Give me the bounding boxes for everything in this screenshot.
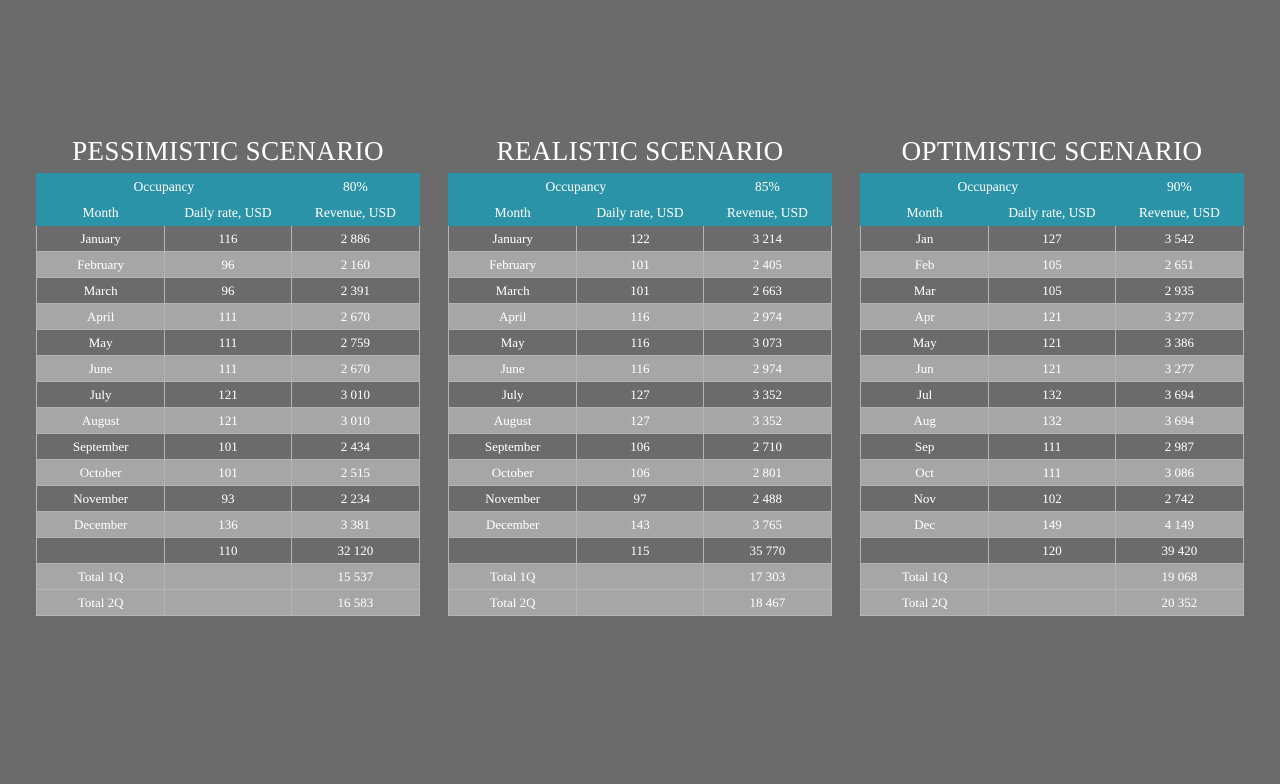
cell-rate: 122 (577, 226, 703, 252)
cell-rate: 149 (989, 512, 1115, 538)
table-row (37, 408, 420, 434)
cell-revenue: 2 234 (291, 486, 419, 512)
cell-rate: 115 (577, 538, 703, 564)
cell-rate (165, 564, 291, 590)
cell-revenue: 2 160 (291, 252, 419, 278)
cell-revenue: 2 434 (291, 434, 419, 460)
table-row (37, 512, 420, 538)
scenario-table-wrapper (448, 173, 832, 616)
header-month: Month (449, 200, 577, 226)
cell-revenue: 39 420 (1115, 538, 1243, 564)
cell-rate: 120 (989, 538, 1115, 564)
cell-revenue: 2 670 (291, 356, 419, 382)
scenario-table-wrapper (860, 173, 1244, 616)
cell-month: Apr (861, 304, 989, 330)
header-revenue: Revenue, USD (291, 200, 419, 226)
header-month: Month (861, 200, 989, 226)
table-body (861, 174, 1244, 616)
table-row (37, 356, 420, 382)
cell-rate (165, 590, 291, 616)
cell-revenue: 2 405 (703, 252, 831, 278)
cell-revenue: 16 583 (291, 590, 419, 616)
cell-rate: 143 (577, 512, 703, 538)
cell-month: Total 1Q (449, 564, 577, 590)
cell-revenue: 3 765 (703, 512, 831, 538)
cell-month: September (37, 434, 165, 460)
cell-rate: 111 (989, 434, 1115, 460)
table-row (37, 330, 420, 356)
table-row-total-2q (37, 590, 420, 616)
cell-revenue: 19 068 (1115, 564, 1243, 590)
cell-month: Aug (861, 408, 989, 434)
table-row-total-2q (861, 590, 1244, 616)
header-daily-rate: Daily rate, USD (577, 200, 703, 226)
scenario-table-wrapper (36, 173, 420, 616)
cell-revenue: 2 488 (703, 486, 831, 512)
occupancy-row (449, 174, 832, 200)
scenario-title: REALISTIC SCENARIO (496, 136, 784, 166)
table-row-total-1q (861, 564, 1244, 590)
table-row (37, 434, 420, 460)
table-row (861, 382, 1244, 408)
cell-revenue: 2 710 (703, 434, 831, 460)
cell-revenue: 3 352 (703, 382, 831, 408)
cell-month: January (449, 226, 577, 252)
scenario-table (448, 173, 832, 616)
table-row (861, 304, 1244, 330)
cell-rate: 111 (165, 304, 291, 330)
cell-revenue: 32 120 (291, 538, 419, 564)
cell-rate: 121 (165, 382, 291, 408)
cell-rate: 132 (989, 382, 1115, 408)
cell-rate: 121 (989, 304, 1115, 330)
table-row (37, 460, 420, 486)
cell-month: June (37, 356, 165, 382)
table-row (861, 356, 1244, 382)
cell-rate: 102 (989, 486, 1115, 512)
cell-month: July (449, 382, 577, 408)
cell-month: March (37, 278, 165, 304)
cell-rate: 111 (989, 460, 1115, 486)
cell-month (861, 538, 989, 564)
scenario-column-pessimistic (36, 0, 420, 616)
cell-rate: 127 (989, 226, 1115, 252)
table-row (861, 226, 1244, 252)
cell-month: October (449, 460, 577, 486)
cell-revenue: 4 149 (1115, 512, 1243, 538)
cell-revenue: 20 352 (1115, 590, 1243, 616)
cell-revenue: 2 651 (1115, 252, 1243, 278)
cell-rate: 121 (165, 408, 291, 434)
cell-rate (989, 564, 1115, 590)
cell-revenue: 2 974 (703, 356, 831, 382)
cell-revenue: 3 086 (1115, 460, 1243, 486)
cell-rate: 101 (577, 278, 703, 304)
table-row (449, 434, 832, 460)
table-row-total-year (861, 538, 1244, 564)
cell-month: Total 1Q (861, 564, 989, 590)
occupancy-value: 85% (703, 174, 831, 200)
cell-revenue: 2 391 (291, 278, 419, 304)
header-daily-rate: Daily rate, USD (989, 200, 1115, 226)
cell-revenue: 3 073 (703, 330, 831, 356)
cell-rate: 110 (165, 538, 291, 564)
cell-rate: 136 (165, 512, 291, 538)
header-month: Month (37, 200, 165, 226)
occupancy-label: Occupancy (861, 174, 1116, 200)
cell-rate (989, 590, 1115, 616)
header-row (449, 200, 832, 226)
cell-month: Mar (861, 278, 989, 304)
table-row (449, 356, 832, 382)
cell-revenue: 3 277 (1115, 304, 1243, 330)
cell-revenue: 2 515 (291, 460, 419, 486)
table-row (37, 226, 420, 252)
cell-rate: 97 (577, 486, 703, 512)
cell-month: August (37, 408, 165, 434)
cell-revenue: 18 467 (703, 590, 831, 616)
cell-rate: 96 (165, 252, 291, 278)
header-daily-rate: Daily rate, USD (165, 200, 291, 226)
table-row-total-2q (449, 590, 832, 616)
table-row-total-1q (449, 564, 832, 590)
table-row (861, 252, 1244, 278)
cell-revenue: 3 277 (1115, 356, 1243, 382)
table-row (449, 408, 832, 434)
scenario-table (36, 173, 420, 616)
table-row (449, 382, 832, 408)
cell-rate: 93 (165, 486, 291, 512)
table-row (861, 460, 1244, 486)
cell-month: November (449, 486, 577, 512)
header-row (37, 200, 420, 226)
header-row (861, 200, 1244, 226)
cell-month: Dec (861, 512, 989, 538)
cell-rate: 116 (577, 356, 703, 382)
cell-month: May (449, 330, 577, 356)
header-revenue: Revenue, USD (703, 200, 831, 226)
cell-rate: 105 (989, 278, 1115, 304)
cell-revenue: 17 303 (703, 564, 831, 590)
cell-rate: 101 (165, 460, 291, 486)
cell-rate: 116 (577, 330, 703, 356)
table-row (449, 304, 832, 330)
occupancy-row (861, 174, 1244, 200)
cell-month: Total 2Q (37, 590, 165, 616)
cell-rate: 106 (577, 460, 703, 486)
cell-rate: 96 (165, 278, 291, 304)
table-row (861, 330, 1244, 356)
cell-month: May (861, 330, 989, 356)
table-row (449, 226, 832, 252)
cell-revenue: 2 886 (291, 226, 419, 252)
cell-month: April (37, 304, 165, 330)
cell-revenue: 2 663 (703, 278, 831, 304)
cell-month: October (37, 460, 165, 486)
occupancy-value: 90% (1115, 174, 1243, 200)
header-revenue: Revenue, USD (1115, 200, 1243, 226)
cell-month: Total 1Q (37, 564, 165, 590)
cell-revenue: 2 801 (703, 460, 831, 486)
table-body (37, 174, 420, 616)
cell-rate (577, 590, 703, 616)
table-row (449, 330, 832, 356)
cell-rate: 121 (989, 330, 1115, 356)
cell-month: Total 2Q (861, 590, 989, 616)
cell-month: Oct (861, 460, 989, 486)
cell-revenue: 3 386 (1115, 330, 1243, 356)
cell-month (449, 538, 577, 564)
cell-month: Feb (861, 252, 989, 278)
cell-revenue: 3 010 (291, 408, 419, 434)
table-row (37, 304, 420, 330)
table-row-total-year (449, 538, 832, 564)
cell-month: December (37, 512, 165, 538)
cell-rate (577, 564, 703, 590)
table-row (37, 278, 420, 304)
cell-rate: 105 (989, 252, 1115, 278)
cell-rate: 101 (165, 434, 291, 460)
table-row (861, 278, 1244, 304)
cell-rate: 127 (577, 408, 703, 434)
cell-revenue: 15 537 (291, 564, 419, 590)
cell-rate: 121 (989, 356, 1115, 382)
cell-revenue: 2 759 (291, 330, 419, 356)
occupancy-value: 80% (291, 174, 419, 200)
cell-rate: 132 (989, 408, 1115, 434)
table-row (449, 252, 832, 278)
cell-month: January (37, 226, 165, 252)
cell-revenue: 2 987 (1115, 434, 1243, 460)
table-row (861, 512, 1244, 538)
cell-revenue: 3 214 (703, 226, 831, 252)
cell-rate: 101 (577, 252, 703, 278)
cell-rate: 116 (165, 226, 291, 252)
scenario-title: PESSIMISTIC SCENARIO (72, 136, 384, 166)
cell-rate: 111 (165, 356, 291, 382)
scenario-column-optimistic (860, 0, 1244, 616)
occupancy-label: Occupancy (449, 174, 704, 200)
occupancy-row (37, 174, 420, 200)
table-row (449, 486, 832, 512)
cell-month: Sep (861, 434, 989, 460)
cell-revenue: 3 381 (291, 512, 419, 538)
table-row (37, 486, 420, 512)
cell-revenue: 2 742 (1115, 486, 1243, 512)
cell-month: September (449, 434, 577, 460)
table-row (449, 278, 832, 304)
cell-month: Jul (861, 382, 989, 408)
table-row (861, 408, 1244, 434)
table-row (861, 486, 1244, 512)
table-row-total-1q (37, 564, 420, 590)
cell-revenue: 3 694 (1115, 408, 1243, 434)
scenario-title: OPTIMISTIC SCENARIO (901, 136, 1203, 166)
table-row (449, 512, 832, 538)
cell-month: August (449, 408, 577, 434)
cell-month: March (449, 278, 577, 304)
cell-month: April (449, 304, 577, 330)
cell-revenue: 35 770 (703, 538, 831, 564)
cell-revenue: 2 974 (703, 304, 831, 330)
cell-revenue: 3 694 (1115, 382, 1243, 408)
cell-month: December (449, 512, 577, 538)
cell-month: July (37, 382, 165, 408)
cell-rate: 116 (577, 304, 703, 330)
cell-month: November (37, 486, 165, 512)
table-row (449, 460, 832, 486)
cell-rate: 127 (577, 382, 703, 408)
cell-month: Jan (861, 226, 989, 252)
cell-revenue: 2 670 (291, 304, 419, 330)
scenario-table (860, 173, 1244, 616)
cell-month: June (449, 356, 577, 382)
cell-rate: 111 (165, 330, 291, 356)
cell-month: May (37, 330, 165, 356)
cell-month (37, 538, 165, 564)
cell-rate: 106 (577, 434, 703, 460)
occupancy-label: Occupancy (37, 174, 292, 200)
cell-month: February (449, 252, 577, 278)
scenario-column-realistic (448, 0, 832, 616)
cell-revenue: 3 010 (291, 382, 419, 408)
cell-month: Jun (861, 356, 989, 382)
table-row (37, 382, 420, 408)
cell-revenue: 3 352 (703, 408, 831, 434)
cell-revenue: 2 935 (1115, 278, 1243, 304)
table-body (449, 174, 832, 616)
table-row (861, 434, 1244, 460)
cell-revenue: 3 542 (1115, 226, 1243, 252)
table-row (37, 252, 420, 278)
table-row-total-year (37, 538, 420, 564)
cell-month: Nov (861, 486, 989, 512)
cell-month: February (37, 252, 165, 278)
cell-month: Total 2Q (449, 590, 577, 616)
